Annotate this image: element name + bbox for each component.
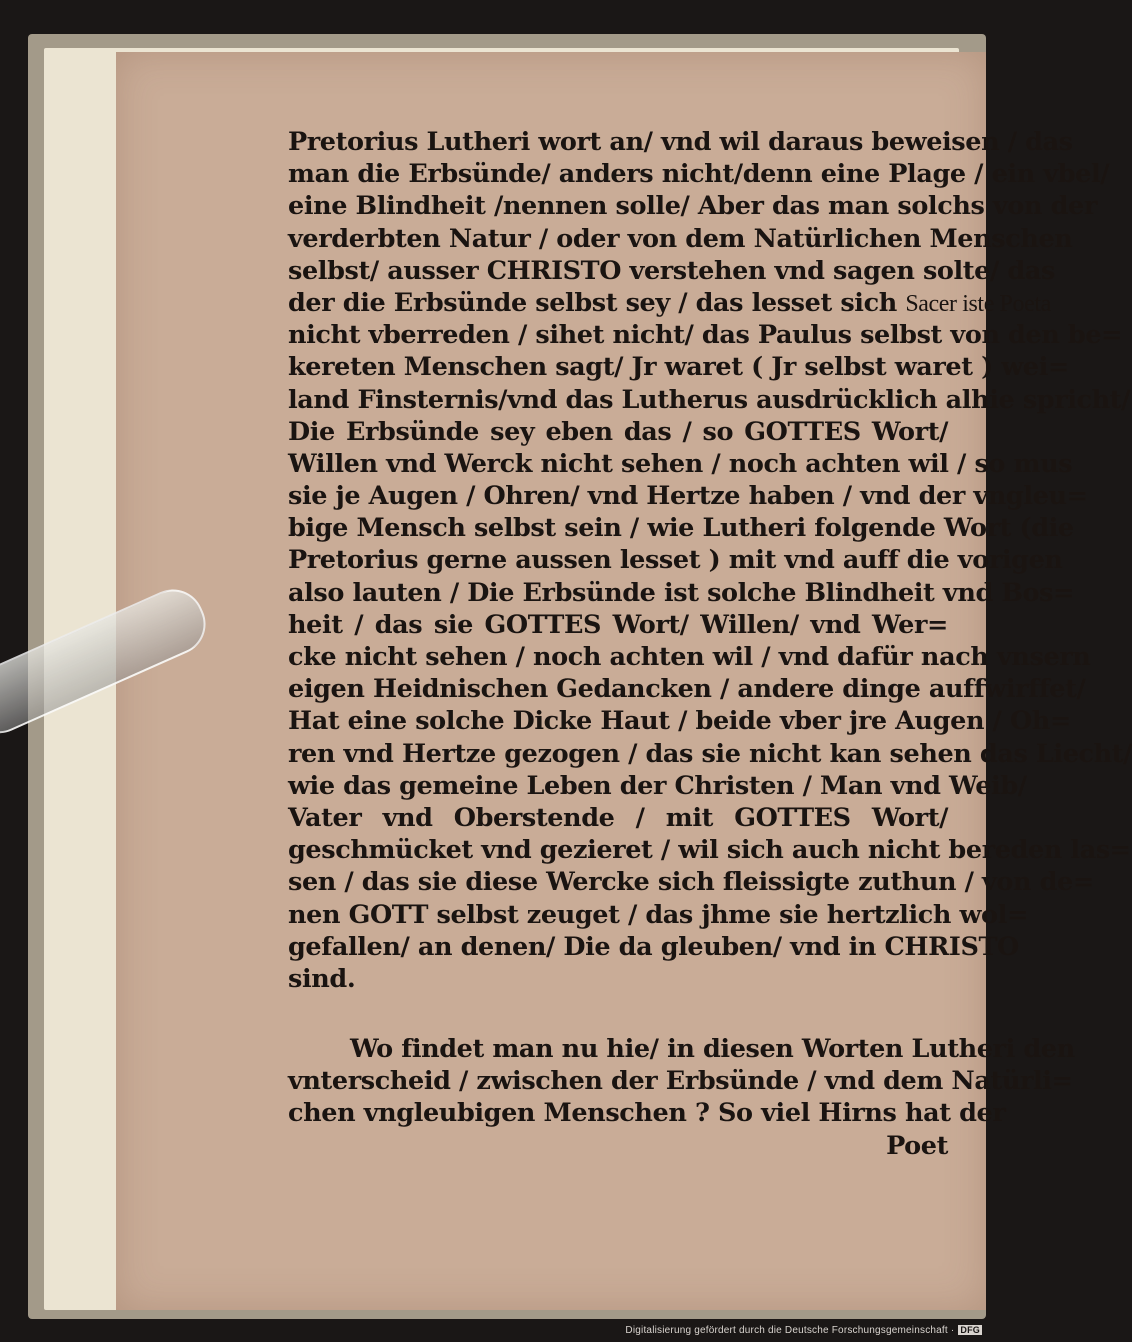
- text-line: eigen Heidnischen Gedancken / andere dinge auffwirffet/: [288, 674, 1086, 705]
- page-text: [288, 126, 1132, 1162]
- text-line: sie je Augen / Ohren/ vnd Hertze haben / vnd der vngleu=: [288, 481, 1088, 512]
- text-line: nen GOTT selbst zeuget / das jhme sie hertzlich wol=: [288, 899, 1028, 930]
- text-line: Die Erbsünde sey eben das / so GOTTES Wort/: [288, 416, 948, 447]
- text-line: vnterscheid / zwischen der Erbsünde / vnd dem Natürli=: [288, 1066, 1073, 1097]
- latin-phrase: Sacer iste Poeta: [905, 290, 1051, 317]
- text-line: Pretorius Lutheri wort an/ vnd wil daraus beweisen / das: [288, 127, 1073, 157]
- catchword: Poet: [886, 1130, 948, 1161]
- text-line: geschmücket vnd gezieret / wil sich auch nicht bereden las=: [288, 835, 1131, 866]
- text-line: Willen vnd Werck nicht sehen / noch achten wil / so mus: [288, 448, 1073, 479]
- text-line: heit / das sie GOTTES Wort/ Willen/ vnd Wer=: [288, 609, 948, 640]
- text-line: ren vnd Hertze gezogen / das sie nicht kan sehen das Liecht/: [288, 738, 1132, 769]
- text-line: sen / das sie diese Wercke sich fleissigte zuthun / von de=: [288, 867, 1094, 898]
- text-line: also lauten / Die Erbsünde ist solche Blindheit vnd Bos=: [288, 577, 1075, 608]
- text-line: Wo findet man nu hie/ in diesen Worten Lutheri den: [350, 1034, 1075, 1065]
- text-line: man die Erbsünde/ anders nicht/denn eine Plage / ein vbel/: [288, 159, 1110, 190]
- text-line: land Finsternis/vnd das Lutherus ausdrücklich alhie spricht/: [288, 384, 1131, 415]
- paragraph-gap: [288, 995, 948, 1033]
- text-line: kereten Menschen sagt/ Jr waret ( Jr selbst waret ) wei=: [288, 352, 1069, 383]
- text-line: nicht vberreden / sihet nicht/ das Paulus selbst von den be=: [288, 320, 1123, 351]
- text-line: wie das gemeine Leben der Christen / Man vnd Weib/: [288, 770, 1027, 801]
- text-line: Hat eine solche Dicke Haut / beide vber jre Augen / Oh=: [288, 706, 1071, 737]
- text-line: verderbten Natur / oder von dem Natürlichen Menschen: [288, 223, 1073, 254]
- text-line: gefallen/ an denen/ Die da gleuben/ vnd in CHRISTO: [288, 931, 1019, 962]
- text-line: selbst/ ausser CHRISTO verstehen vnd sagen solte/ das: [288, 255, 1055, 286]
- text-line: sind.: [288, 963, 356, 994]
- digitization-credit: [625, 1325, 982, 1336]
- text-line: bige Mensch selbst sein / wie Lutheri folgende Wort (die: [288, 513, 1074, 544]
- dfg-logo-icon: DFG: [960, 1325, 980, 1335]
- text-line: eine Blindheit /nennen solle/ Aber das man solchs von der: [288, 191, 1097, 222]
- credit-text: Digitalisierung gefördert durch die Deutsche Forschungsgemeinschaft ·: [625, 1325, 955, 1336]
- text-line: Pretorius gerne aussen lesset ) mit vnd auff die vorigen: [288, 545, 1063, 576]
- text-line: chen vngleubigen Menschen ? So viel Hirns hat der: [288, 1098, 1006, 1129]
- text-line-with-latin: [288, 287, 1051, 319]
- text-line: Vater vnd Oberstende / mit GOTTES Wort/: [288, 802, 948, 833]
- text-fragment: der die Erbsünde selbst sey / das lesset sich: [288, 287, 897, 318]
- text-line: cke nicht sehen / noch achten wil / vnd dafür nach vnsern: [288, 642, 1091, 672]
